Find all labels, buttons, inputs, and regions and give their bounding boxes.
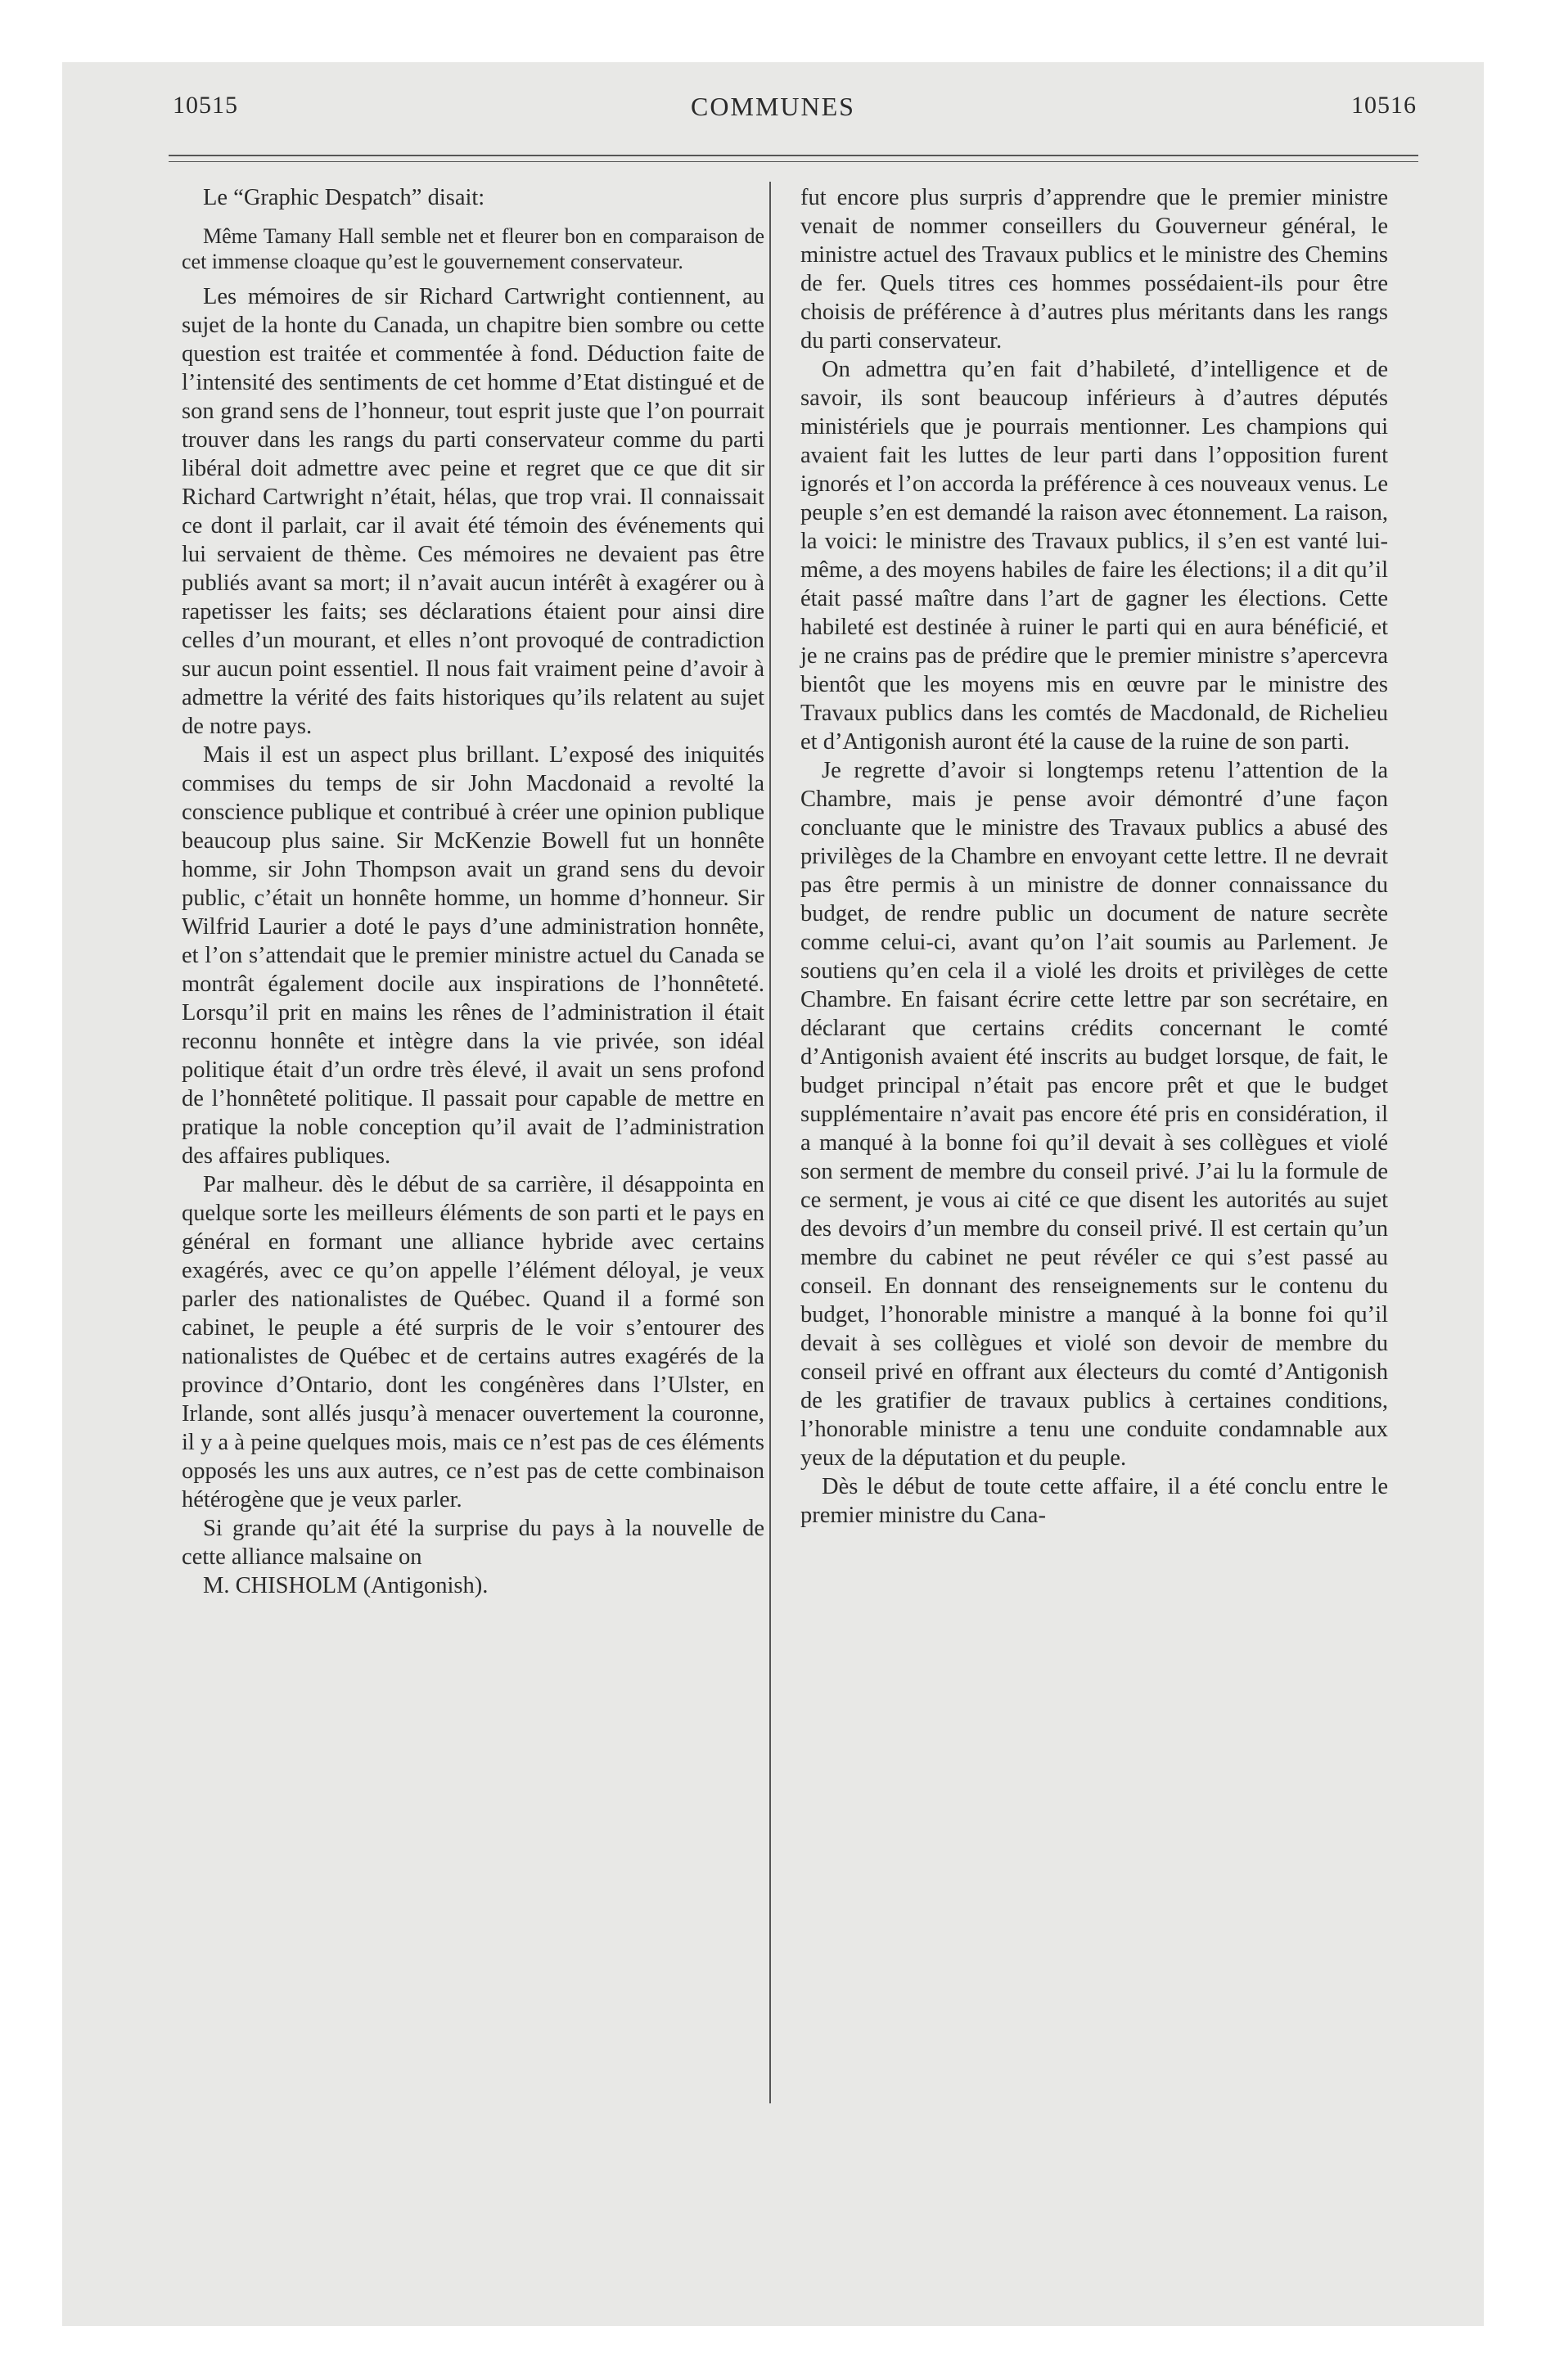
paragraph: Si grande qu’ait été la surprise du pays à la nouvelle de cette alliance malsaine on	[182, 1516, 764, 1570]
paragraph: fut encore plus surpris d’apprendre que le premier ministre venait de nommer conseillers du Gouverneur général, le ministre actuel des Travaux publics et le ministre des Chemins de fer. Quels titres ces hommes possédaient-ils pour être choisis de préférence à d’autres plus méritants dans les rangs du parti conservateur.	[800, 185, 1388, 354]
paragraph: On admettra qu’en fait d’habileté, d’intelligence et de savoir, ils sont beaucoup inférieurs à d’autres députés ministériels que je pourrais mentionner. Les champions qui avaient fait les luttes de leur parti dans l’opposition furent ignorés et l’on accorda la préférence à ces nouveaux venus. Le peuple s’en est demandé la raison avec étonnement. La raison, la voici: le ministre des Travaux publics, il s’en est vanté lui-même, a des moyens habiles de faire les élections; il a dit qu’il était passé maître dans l’art de gagner les élections. Cette habileté est destinée à ruiner le parti qui en aura bénéficié, et je ne crains pas de prédire que le premier ministre s’apercevra bientôt que les moyens mis en œuvre par le ministre des Travaux publics dans les comtés de Macdonald, de Richelieu et d’Antigonish auront été la cause de la ruine de son parti.	[800, 357, 1388, 755]
left-column	[182, 183, 764, 1600]
page-number-right: 10516	[1351, 92, 1417, 119]
paragraph: Je regrette d’avoir si longtemps retenu l’attention de la Chambre, mais je pense avoir démontré d’une façon concluante que le ministre des Travaux publics a abusé des privilèges de la Chambre en envoyant cette lettre. Il ne devrait pas être permis à un ministre de donner connaissance du budget, de rendre public un document de nature secrète comme celui-ci, avant qu’on l’ait soumis au Parlement. Je soutiens qu’en cela il a violé les droits et privilèges de cette Chambre. En faisant écrire cette lettre par son secrétaire, en déclarant que certains crédits concernant le comté d’Antigonish avaient été inscrits au budget lorsque, de fait, le budget principal n’était pas encore prêt et que le budget supplémentaire n’avait pas encore été pris en considération, il a manqué à la bonne foi qu’il devait à ses collègues et violé son serment de membre du conseil privé. J’ai lu la formule de ce serment, je vous ai cité ce que disent les autorités au sujet des devoirs d’un membre du conseil privé. Il est certain qu’un membre du cabinet ne peut révéler ce qui s’est passé au conseil. En donnant des renseignements sur le contenu du budget, l’honorable ministre a manqué à la bonne foi qu’il devait à ses collègues et violé son devoir de membre du conseil privé en offrant aux électeurs du comté d’Antigonish de les gratifier de travaux publics à certaines conditions, l’honorable ministre a tenu une conduite condamnable aux yeux de la députation et du peuple.	[800, 758, 1388, 1471]
page-number-left: 10515	[173, 92, 238, 119]
paragraph: Mais il est un aspect plus brillant. L’exposé des iniquités commises du temps de sir John Macdonaid a revolté la conscience publique et contribué à créer une opinion publique beaucoup plus saine. Sir McKenzie Bowell fut un honnête homme, sir John Thompson avait un grand sens du devoir public, c’était un honnête homme, un homme d’honneur. Sir Wilfrid Laurier a doté le pays d’une administration honnête, et l’on s’attendait que le premier ministre actuel du Canada se montrât également docile aux inspirations de l’honnêteté. Lorsqu’il prit en mains les rênes de l’administration il était reconnu honnête et intègre dans la vie privée, son idéal politique était d’un ordre très élevé, il avait un sens profond de l’honnêteté politique. Il passait pour capable de mettre en pratique la noble conception qu’il avait de l’administration des affaires publiques.	[182, 742, 764, 1169]
block-quote: Même Tamany Hall semble net et fleurer bon en comparaison de cet immense cloaque qu’est le gouvernement conservateur.	[182, 224, 764, 273]
running-title: COMMUNES	[691, 92, 855, 121]
column-divider	[769, 182, 771, 2103]
speaker-name: M. CHISHOLM	[203, 1573, 358, 1598]
scanned-page	[62, 62, 1484, 2326]
paragraph: Dès le début de toute cette affaire, il a été conclu entre le premier ministre du Cana-	[800, 1474, 1388, 1528]
speaker-riding: (Antigonish).	[363, 1573, 489, 1598]
paragraph: Par malheur. dès le début de sa carrière, il désappointa en quelque sorte les meilleurs éléments de son parti et le pays en général en formant une alliance hybride avec certains exagérés, avec ce qu’on appelle l’élément déloyal, je veux parler des nationalistes de Québec. Quand il a formé son cabinet, le peuple a été surpris de le voir s’entourer des nationalistes de Québec et de certains autres exagérés de la province d’Ontario, dont les congénères dans l’Ulster, en Irlande, sont allés jusqu’à menacer ouvertement la couronne, il y a à peine quelques mois, mais ce n’est pas de ces éléments opposés les uns aux autres, ce n’est pas de cette combinaison hétérogène que je veux parler.	[182, 1172, 764, 1512]
quote-intro: Le “Graphic Despatch” disait:	[203, 185, 485, 210]
page-header	[62, 92, 1484, 133]
speaker-line	[182, 1571, 764, 1600]
header-rule-thin	[169, 161, 1418, 162]
right-column	[800, 183, 1388, 1530]
header-rule-thick	[169, 155, 1418, 156]
page-body	[62, 62, 1484, 2326]
paragraph: Les mémoires de sir Richard Cartwright contiennent, au sujet de la honte du Canada, un chapitre bien sombre ou cette question est traitée et commentée à fond. Déduction faite de l’intensité des sentiments de cet homme d’Etat distingué et de son grand sens de l’honneur, tout esprit juste que l’on pourrait trouver dans les rangs du parti conservateur comme du parti libéral doit admettre avec peine et regret que ce que dit sir Richard Cartwright n’était, hélas, que trop vrai. Il connaissait ce dont il parlait, car il avait été témoin des événements qui lui servaient de thème. Ces mémoires ne devaient pas être publiés avant sa mort; il n’avait aucun intérêt à exagérer ou à rapetisser les faits; ses déclarations étaient pour ainsi dire celles d’un mourant, et elles n’ont provoqué de contradiction sur aucun point essentiel. Il nous fait vraiment peine d’avoir à admettre la vérité des faits historiques qu’ils relatent au sujet de notre pays.	[182, 284, 764, 739]
